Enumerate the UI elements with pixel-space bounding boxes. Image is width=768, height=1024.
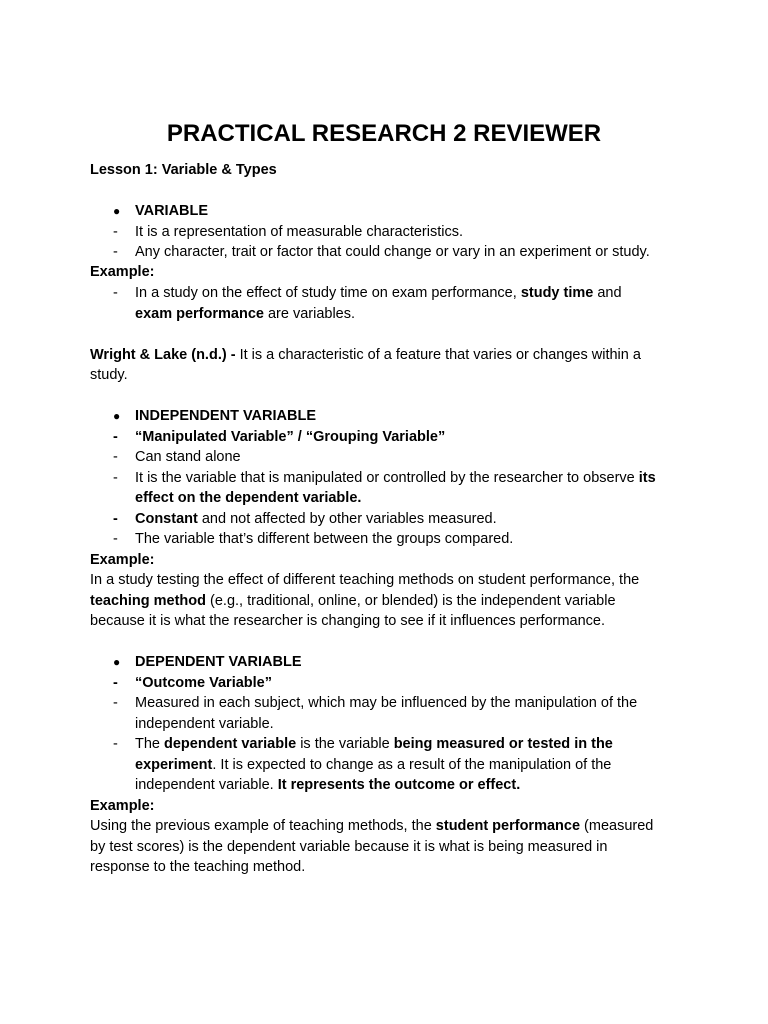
list-item-cont: effect on the dependent variable. [135,490,362,506]
example-text: because it is what the researcher is changing to see if it influences performance. [90,613,606,629]
text-span: is the variable [296,736,394,752]
list-item: Measured in each subject, which may be influenced by the manipulation of the [135,695,638,711]
list-item [135,468,656,488]
list-item: “Manipulated Variable” / “Grouping Variable” [135,429,446,445]
text-span: The [135,736,165,752]
list-item [135,734,613,754]
definition-wright-lake [90,345,641,365]
bold-term: dependent variable [164,736,297,752]
list-item: It is a representation of measurable characteristics. [135,224,464,240]
text-span: (measured [580,818,654,834]
dash-marker: - [113,449,118,465]
list-item: Can stand alone [135,449,241,465]
bold-term: It represents the outcome or effect. [277,777,521,793]
example-label: Example: [90,552,155,568]
list-item [135,509,497,529]
example-label: Example: [90,798,155,814]
dash-marker: - [113,675,118,691]
bold-term: its [638,470,656,486]
list-item: Any character, trait or factor that could change or vary in an experiment or study. [135,244,650,260]
bold-term: study time [520,285,594,301]
citation: Wright & Lake (n.d.) - [90,347,240,363]
bullet-icon: ● [113,655,121,669]
section-heading-independent: INDEPENDENT VARIABLE [135,408,316,424]
example-text [90,816,653,836]
section-heading-dependent: DEPENDENT VARIABLE [135,654,302,670]
list-item: “Outcome Variable” [135,675,272,691]
list-item-cont [135,755,611,775]
dash-marker: - [113,470,118,486]
text-span: and not affected by other variables measured. [197,511,497,527]
bold-term: Constant [135,511,198,527]
text-span: . It is expected to change as a result of the manipulation of the [212,757,612,773]
example-text: response to the teaching method. [90,859,306,875]
list-item-cont [135,775,520,795]
dash-marker: - [113,695,118,711]
definition-wright-lake-cont: study. [90,367,128,383]
dash-marker: - [113,511,118,527]
example-label: Example: [90,264,155,280]
dash-marker: - [113,285,118,301]
text-span: and [593,285,622,301]
dash-marker: - [113,531,118,547]
bold-term: experiment [135,757,213,773]
example-text: by test scores) is the dependent variable because it is what is being measured in [90,839,608,855]
text-span: In a study on the effect of study time on exam performance, [135,285,521,301]
bold-term: teaching method [90,593,207,609]
page-title: PRACTICAL RESEARCH 2 REVIEWER [166,120,602,147]
lesson-heading: Lesson 1: Variable & Types [90,162,277,178]
bullet-icon: ● [113,409,121,423]
example-text [135,283,622,303]
text-span: Using the previous example of teaching methods, the [90,818,436,834]
dash-marker: - [113,224,118,240]
bold-term: exam performance [135,306,264,322]
text-span: It is a characteristic of a feature that varies or changes within a [239,347,641,363]
example-text: In a study testing the effect of different teaching methods on student performance, the [90,572,640,588]
dash-marker: - [113,736,118,752]
bold-term: being measured or tested in the [393,736,613,752]
list-item: The variable that’s different between the groups compared. [135,531,514,547]
section-heading-variable: VARIABLE [135,203,209,219]
example-text-cont [135,304,355,324]
text-span: (e.g., traditional, online, or blended) is the independent variable [206,593,616,609]
text-span: are variables. [263,306,356,322]
text-span: independent variable. [135,777,278,793]
dash-marker: - [113,429,118,445]
text-span: It is the variable that is manipulated or controlled by the researcher to observe [135,470,639,486]
bold-term: student performance [435,818,581,834]
dash-marker: - [113,244,118,260]
bullet-icon: ● [113,204,121,218]
list-item-cont: independent variable. [135,716,274,732]
example-text [90,591,616,611]
